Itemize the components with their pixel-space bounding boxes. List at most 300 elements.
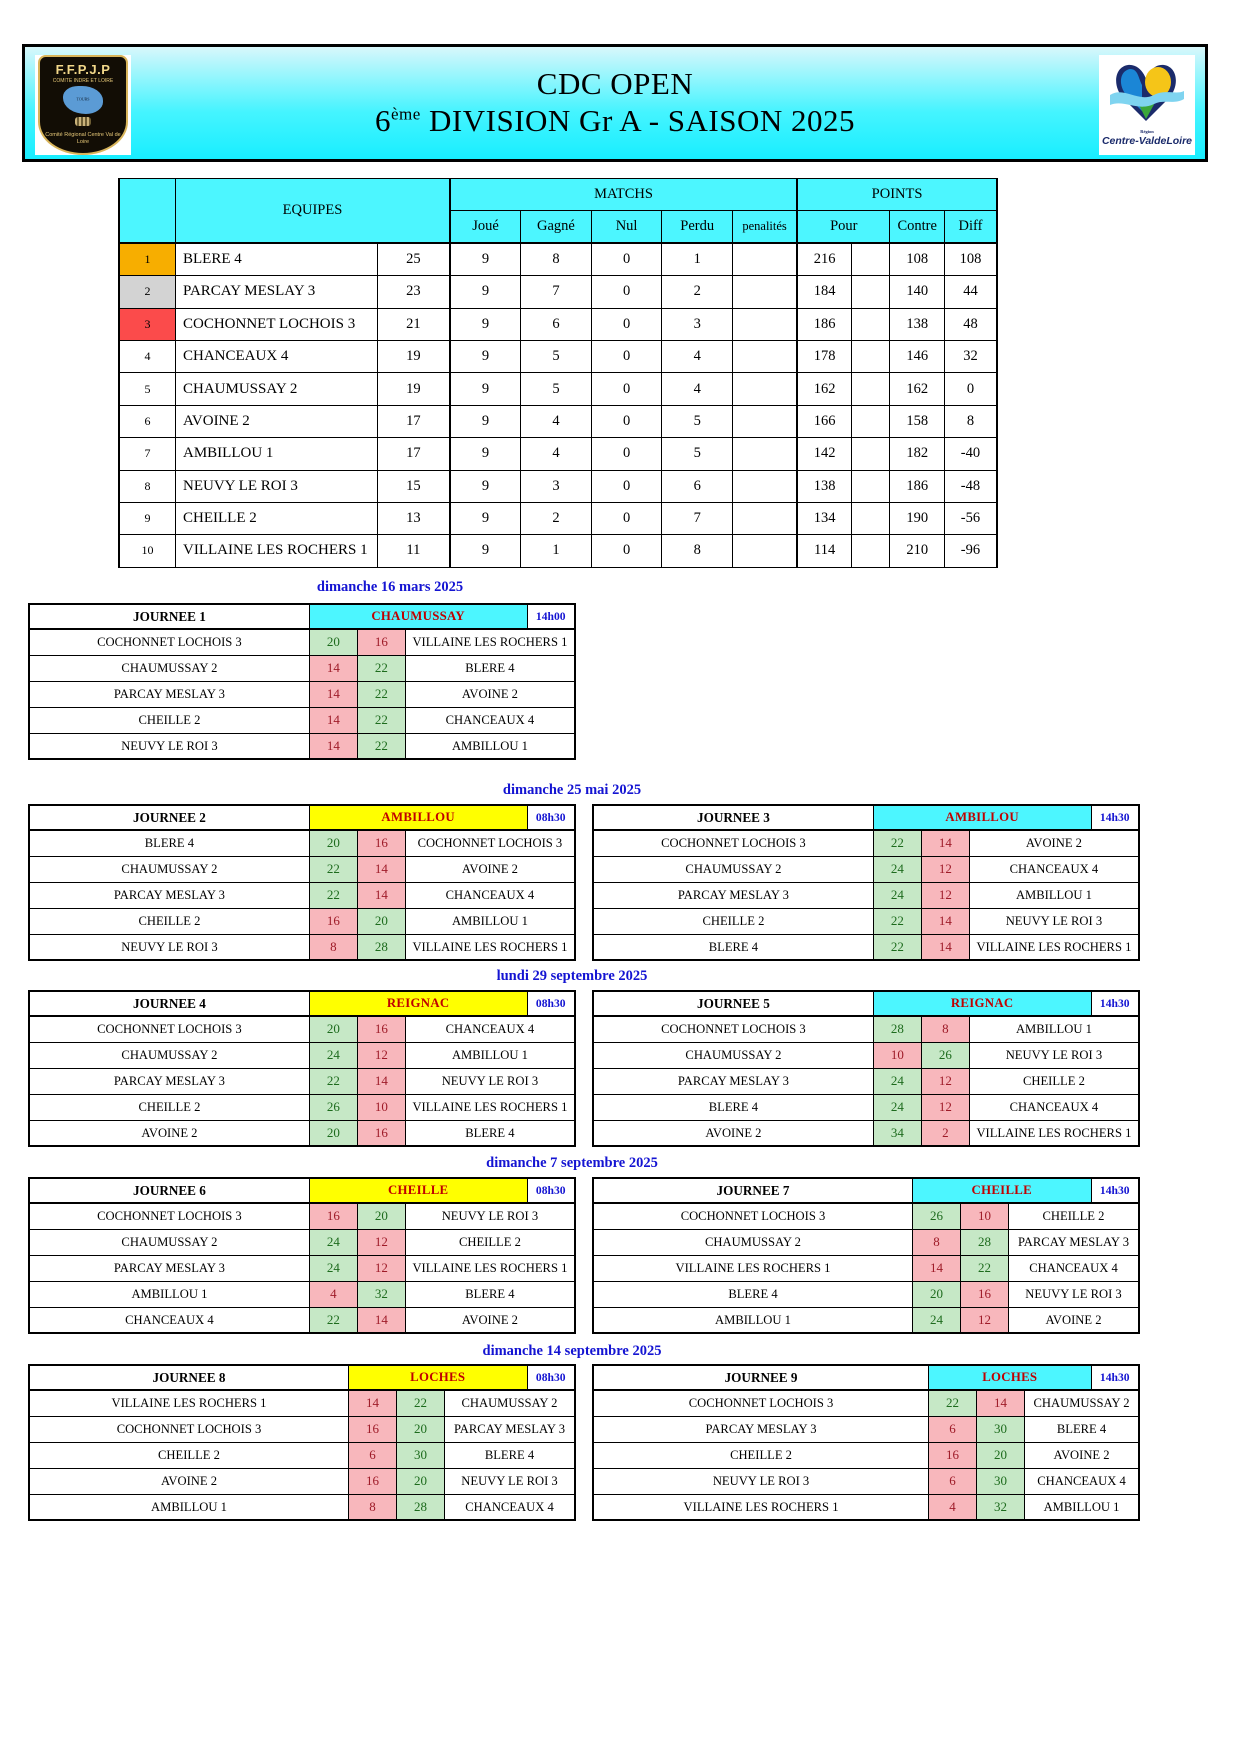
match-away-score: 16 [357, 1120, 405, 1146]
journee-table [592, 1364, 1140, 1521]
match-home-score: 6 [348, 1442, 396, 1468]
standings-group-header-row [119, 179, 997, 211]
match-home-score: 14 [309, 681, 357, 707]
match-home-team: BLERE 4 [29, 830, 309, 856]
title-line-2 [375, 103, 855, 140]
match-away-score: 12 [960, 1307, 1008, 1333]
match-away-score: 22 [357, 681, 405, 707]
match-away-score: 16 [960, 1281, 1008, 1307]
match-home-score: 24 [873, 1068, 921, 1094]
match-row [29, 629, 575, 655]
match-home-team: CHEILLE 2 [29, 1094, 309, 1120]
match-away-team: AVOINE 2 [405, 856, 575, 882]
match-home-score: 8 [309, 934, 357, 960]
standings-nul: 0 [591, 340, 662, 372]
standings-blank [852, 405, 890, 437]
match-away-team: AMBILLOU 1 [1025, 1494, 1139, 1520]
standings-penalites [733, 373, 798, 405]
match-home-score: 22 [929, 1390, 977, 1416]
match-row [593, 882, 1139, 908]
match-home-score: 28 [873, 1016, 921, 1042]
standings-rank: 1 [119, 243, 176, 275]
match-row [593, 1281, 1139, 1307]
cvl-logo-sup: Région [1140, 129, 1154, 134]
standings-penalites [733, 535, 798, 567]
match-home-team: CHAUMUSSAY 2 [29, 1042, 309, 1068]
match-away-score: 30 [977, 1416, 1025, 1442]
match-home-score: 20 [309, 1016, 357, 1042]
journee-venue: CHAUMUSSAY [309, 604, 527, 629]
standings-rank: 2 [119, 276, 176, 308]
standings-perdu: 4 [662, 340, 733, 372]
standings-penalites [733, 470, 798, 502]
table-row [119, 502, 997, 534]
standings-rank: 5 [119, 373, 176, 405]
standings-joue: 9 [450, 502, 521, 534]
match-away-score: 20 [977, 1442, 1025, 1468]
match-away-team: CHANCEAUX 4 [444, 1494, 575, 1520]
ffpjp-logo-sub3: Comité Régional Centre Val de Loire [45, 132, 121, 145]
standings-rank: 9 [119, 502, 176, 534]
match-away-score: 12 [921, 1068, 969, 1094]
match-away-team: CHANCEAUX 4 [1025, 1468, 1139, 1494]
match-away-score: 22 [357, 707, 405, 733]
match-away-score: 16 [357, 1016, 405, 1042]
journee-venue: REIGNAC [309, 991, 527, 1016]
standings-gagne: 4 [521, 405, 592, 437]
journee-table [28, 1364, 576, 1521]
match-away-team: NEUVY LE ROI 3 [405, 1203, 575, 1229]
match-away-team: AMBILLOU 1 [405, 1042, 575, 1068]
standings-perdu: 7 [662, 502, 733, 534]
match-away-team: AMBILLOU 1 [969, 882, 1139, 908]
match-away-team: CHAUMUSSAY 2 [444, 1390, 575, 1416]
match-row [29, 1068, 575, 1094]
standings-contre: 182 [890, 438, 944, 470]
match-away-team: VILLAINE LES ROCHERS 1 [969, 1120, 1139, 1146]
standings-contre: 190 [890, 502, 944, 534]
table-row [119, 373, 997, 405]
match-home-score: 20 [912, 1281, 960, 1307]
standings-diff: 108 [944, 243, 997, 275]
table-row [119, 470, 997, 502]
match-away-score: 16 [357, 830, 405, 856]
contre-header: Contre [890, 211, 944, 243]
match-home-team: CHEILLE 2 [29, 1442, 348, 1468]
cvl-logo-name: Centre-ValdeLoire [1101, 135, 1193, 147]
standings-diff: -48 [944, 470, 997, 502]
match-row [593, 1442, 1139, 1468]
match-away-score: 10 [960, 1203, 1008, 1229]
standings-joue: 9 [450, 438, 521, 470]
match-away-team: AMBILLOU 1 [405, 908, 575, 934]
standings-nul: 0 [591, 470, 662, 502]
match-home-score: 14 [309, 707, 357, 733]
match-home-team: AMBILLOU 1 [593, 1307, 912, 1333]
standings-gagne: 5 [521, 340, 592, 372]
match-home-team: CHEILLE 2 [29, 707, 309, 733]
standings-perdu: 3 [662, 308, 733, 340]
journee-venue: CHEILLE [912, 1178, 1091, 1203]
match-away-score: 14 [921, 934, 969, 960]
rank-header [119, 179, 176, 244]
journee-time: 08h30 [527, 1178, 575, 1203]
match-home-team: COCHONNET LOCHOIS 3 [29, 1203, 309, 1229]
page-title [25, 47, 1205, 159]
match-away-score: 14 [357, 1307, 405, 1333]
standings-diff: 32 [944, 340, 997, 372]
pour-header: Pour [797, 211, 890, 243]
match-row [29, 856, 575, 882]
match-home-team: AVOINE 2 [29, 1120, 309, 1146]
match-away-team: AVOINE 2 [1008, 1307, 1139, 1333]
standings-pour: 142 [797, 438, 851, 470]
standings-gagne: 8 [521, 243, 592, 275]
match-home-score: 34 [873, 1120, 921, 1146]
standings-nul: 0 [591, 438, 662, 470]
match-away-team: VILLAINE LES ROCHERS 1 [969, 934, 1139, 960]
date-label: dimanche 7 septembre 2025 [486, 1155, 658, 1171]
match-away-team: CHEILLE 2 [969, 1068, 1139, 1094]
match-home-team: CHAUMUSSAY 2 [29, 655, 309, 681]
match-away-score: 28 [357, 934, 405, 960]
match-away-team: VILLAINE LES ROCHERS 1 [405, 1094, 575, 1120]
match-away-team: CHANCEAUX 4 [1008, 1255, 1139, 1281]
match-home-score: 14 [912, 1255, 960, 1281]
match-row [593, 830, 1139, 856]
title-division-rest: DIVISION Gr A - SAISON 2025 [420, 103, 856, 138]
match-row [29, 1307, 575, 1333]
match-home-team: COCHONNET LOCHOIS 3 [29, 1016, 309, 1042]
journee-title: JOURNEE 4 [29, 991, 309, 1016]
standings-team: PARCAY MESLAY 3 [176, 276, 378, 308]
match-home-score: 20 [309, 830, 357, 856]
match-away-score: 22 [960, 1255, 1008, 1281]
standings-diff: 44 [944, 276, 997, 308]
journee-title: JOURNEE 9 [593, 1365, 929, 1390]
match-away-score: 22 [357, 733, 405, 759]
match-home-score: 22 [873, 830, 921, 856]
standings-points: 15 [377, 470, 450, 502]
match-home-score: 26 [912, 1203, 960, 1229]
match-row [593, 1255, 1139, 1281]
journee-table [28, 1177, 576, 1334]
standings-penalites [733, 438, 798, 470]
standings-team: CHAUMUSSAY 2 [176, 373, 378, 405]
match-away-team: AVOINE 2 [405, 1307, 575, 1333]
match-row [593, 1016, 1139, 1042]
standings-diff: 8 [944, 405, 997, 437]
match-home-team: VILLAINE LES ROCHERS 1 [593, 1255, 912, 1281]
standings-gagne: 4 [521, 438, 592, 470]
match-home-score: 22 [309, 1307, 357, 1333]
match-row [29, 934, 575, 960]
match-away-team: NEUVY LE ROI 3 [969, 908, 1139, 934]
match-home-score: 6 [929, 1468, 977, 1494]
standings-gagne: 2 [521, 502, 592, 534]
journee-title: JOURNEE 6 [29, 1178, 309, 1203]
match-home-team: COCHONNET LOCHOIS 3 [593, 830, 873, 856]
journee-venue: LOCHES [348, 1365, 527, 1390]
match-away-score: 14 [921, 830, 969, 856]
standings-joue: 9 [450, 276, 521, 308]
journee-header-row [29, 604, 575, 629]
match-row [593, 1416, 1139, 1442]
match-row [29, 1094, 575, 1120]
match-home-score: 24 [309, 1255, 357, 1281]
match-away-score: 12 [921, 882, 969, 908]
match-away-score: 12 [357, 1255, 405, 1281]
joue-header: Joué [450, 211, 521, 243]
standings-joue: 9 [450, 308, 521, 340]
standings-blank [852, 373, 890, 405]
match-home-team: CHEILLE 2 [593, 1442, 929, 1468]
match-away-team: AMBILLOU 1 [969, 1016, 1139, 1042]
match-home-team: AMBILLOU 1 [29, 1281, 309, 1307]
match-away-team: AMBILLOU 1 [405, 733, 575, 759]
journee-table [592, 804, 1140, 961]
match-home-score: 20 [309, 629, 357, 655]
match-away-score: 14 [977, 1390, 1025, 1416]
match-row [29, 1229, 575, 1255]
match-home-score: 10 [873, 1042, 921, 1068]
match-away-team: AVOINE 2 [969, 830, 1139, 856]
match-row [29, 830, 575, 856]
match-row [593, 1120, 1139, 1146]
standings-blank [852, 308, 890, 340]
journee-table [28, 990, 576, 1147]
standings-points: 17 [377, 438, 450, 470]
journee-table [28, 603, 576, 760]
standings-joue: 9 [450, 470, 521, 502]
match-home-team: BLERE 4 [593, 1281, 912, 1307]
match-row [593, 934, 1139, 960]
journee-time: 14h30 [1091, 1365, 1139, 1390]
match-home-score: 24 [873, 882, 921, 908]
match-row [593, 1203, 1139, 1229]
standings-team: NEUVY LE ROI 3 [176, 470, 378, 502]
journee-title: JOURNEE 7 [593, 1178, 912, 1203]
match-row [593, 1468, 1139, 1494]
standings-rank: 8 [119, 470, 176, 502]
match-home-score: 26 [309, 1094, 357, 1120]
match-home-team: COCHONNET LOCHOIS 3 [593, 1203, 912, 1229]
standings-gagne: 7 [521, 276, 592, 308]
match-home-team: COCHONNET LOCHOIS 3 [29, 629, 309, 655]
standings-points: 11 [377, 535, 450, 567]
journee-venue: CHEILLE [309, 1178, 527, 1203]
standings-points: 21 [377, 308, 450, 340]
match-away-score: 32 [357, 1281, 405, 1307]
standings-gagne: 5 [521, 373, 592, 405]
table-row [119, 340, 997, 372]
title-line-1: CDC OPEN [536, 66, 694, 102]
match-away-score: 12 [357, 1042, 405, 1068]
penalites-header: penalités [733, 211, 798, 243]
journee-header-row [29, 1178, 575, 1203]
standings-rank: 10 [119, 535, 176, 567]
match-away-score: 28 [960, 1229, 1008, 1255]
match-away-score: 8 [921, 1016, 969, 1042]
match-away-team: PARCAY MESLAY 3 [1008, 1229, 1139, 1255]
heart-logo-icon [1108, 55, 1186, 129]
journee-title: JOURNEE 2 [29, 805, 309, 830]
standings-contre: 162 [890, 373, 944, 405]
table-row [119, 308, 997, 340]
standings-nul: 0 [591, 502, 662, 534]
match-home-team: CHANCEAUX 4 [29, 1307, 309, 1333]
standings-team: AMBILLOU 1 [176, 438, 378, 470]
table-row [119, 405, 997, 437]
match-row [593, 1229, 1139, 1255]
match-away-team: NEUVY LE ROI 3 [405, 1068, 575, 1094]
match-away-score: 10 [357, 1094, 405, 1120]
match-away-score: 20 [396, 1468, 444, 1494]
match-row [29, 1390, 575, 1416]
standings-penalites [733, 276, 798, 308]
standings-contre: 158 [890, 405, 944, 437]
standings-points: 19 [377, 373, 450, 405]
match-away-score: 14 [357, 1068, 405, 1094]
match-away-score: 12 [921, 1094, 969, 1120]
standings-blank [852, 502, 890, 534]
match-home-team: PARCAY MESLAY 3 [593, 882, 873, 908]
match-home-score: 16 [348, 1416, 396, 1442]
match-row [29, 1494, 575, 1520]
title-division-number: 6 [374, 103, 391, 138]
journee-header-row [593, 1365, 1139, 1390]
match-away-team: BLERE 4 [405, 1281, 575, 1307]
match-home-score: 8 [348, 1494, 396, 1520]
match-home-team: PARCAY MESLAY 3 [29, 681, 309, 707]
standings-pour: 216 [797, 243, 851, 275]
match-row [29, 1442, 575, 1468]
match-away-team: CHANCEAUX 4 [405, 1016, 575, 1042]
standings-perdu: 6 [662, 470, 733, 502]
standings-penalites [733, 405, 798, 437]
standings-pour: 184 [797, 276, 851, 308]
standings-diff: 48 [944, 308, 997, 340]
journee-venue: LOCHES [929, 1365, 1091, 1390]
match-away-score: 22 [357, 655, 405, 681]
standings-gagne: 3 [521, 470, 592, 502]
match-home-score: 14 [309, 733, 357, 759]
ffpjp-logo-name: F.F.P.J.P [55, 62, 111, 77]
standings-nul: 0 [591, 535, 662, 567]
match-away-score: 30 [977, 1468, 1025, 1494]
match-away-score: 20 [357, 908, 405, 934]
standings-nul: 0 [591, 276, 662, 308]
date-label: dimanche 14 septembre 2025 [482, 1343, 662, 1359]
match-away-score: 12 [921, 856, 969, 882]
match-home-score: 24 [309, 1042, 357, 1068]
standings-rank: 3 [119, 308, 176, 340]
journee-title: JOURNEE 3 [593, 805, 873, 830]
match-away-score: 14 [357, 882, 405, 908]
journee-venue: AMBILLOU [309, 805, 527, 830]
match-home-team: CHAUMUSSAY 2 [593, 856, 873, 882]
match-row [29, 1468, 575, 1494]
standings-contre: 140 [890, 276, 944, 308]
match-away-score: 22 [396, 1390, 444, 1416]
standings-diff: -96 [944, 535, 997, 567]
table-row [119, 438, 997, 470]
page-header [22, 44, 1208, 162]
match-home-score: 24 [873, 1094, 921, 1120]
match-home-score: 22 [309, 1068, 357, 1094]
journee-time: 14h30 [1091, 991, 1139, 1016]
standings-diff: 0 [944, 373, 997, 405]
match-home-team: CHAUMUSSAY 2 [29, 1229, 309, 1255]
match-away-score: 12 [357, 1229, 405, 1255]
standings-contre: 108 [890, 243, 944, 275]
match-home-score: 22 [873, 908, 921, 934]
standings-blank [852, 535, 890, 567]
match-away-team: NEUVY LE ROI 3 [1008, 1281, 1139, 1307]
standings-contre: 186 [890, 470, 944, 502]
journee-table [592, 1177, 1140, 1334]
match-row [29, 1016, 575, 1042]
standings-nul: 0 [591, 243, 662, 275]
journee-header-row [29, 991, 575, 1016]
match-home-score: 20 [309, 1120, 357, 1146]
match-home-team: VILLAINE LES ROCHERS 1 [593, 1494, 929, 1520]
match-home-score: 22 [309, 856, 357, 882]
standings-perdu: 4 [662, 373, 733, 405]
table-row [119, 243, 997, 275]
match-away-team: CHAUMUSSAY 2 [1025, 1390, 1139, 1416]
match-row [593, 1307, 1139, 1333]
match-home-team: NEUVY LE ROI 3 [29, 934, 309, 960]
standings-penalites [733, 502, 798, 534]
standings-nul: 0 [591, 373, 662, 405]
standings-blank [852, 470, 890, 502]
standings-pour: 162 [797, 373, 851, 405]
match-away-team: BLERE 4 [405, 655, 575, 681]
journee-header-row [593, 1178, 1139, 1203]
match-away-score: 26 [921, 1042, 969, 1068]
match-away-score: 28 [396, 1494, 444, 1520]
match-away-score: 14 [357, 856, 405, 882]
match-away-score: 20 [357, 1203, 405, 1229]
standings-pour: 138 [797, 470, 851, 502]
journee-time: 08h30 [527, 1365, 575, 1390]
standings-team: CHANCEAUX 4 [176, 340, 378, 372]
journee-time: 14h30 [1091, 805, 1139, 830]
match-home-team: NEUVY LE ROI 3 [29, 733, 309, 759]
match-away-team: CHEILLE 2 [405, 1229, 575, 1255]
match-away-score: 20 [396, 1416, 444, 1442]
journee-title: JOURNEE 1 [29, 604, 309, 629]
match-away-team: CHEILLE 2 [1008, 1203, 1139, 1229]
standings-joue: 9 [450, 535, 521, 567]
match-away-team: AVOINE 2 [405, 681, 575, 707]
match-row [29, 1281, 575, 1307]
standings-pour: 166 [797, 405, 851, 437]
match-row [29, 1042, 575, 1068]
journee-title: JOURNEE 8 [29, 1365, 348, 1390]
journee-time: 14h00 [527, 604, 575, 629]
match-row [29, 707, 575, 733]
standings-joue: 9 [450, 405, 521, 437]
standings-points: 17 [377, 405, 450, 437]
standings-gagne: 1 [521, 535, 592, 567]
match-away-team: CHANCEAUX 4 [969, 856, 1139, 882]
standings-contre: 210 [890, 535, 944, 567]
match-away-team: PARCAY MESLAY 3 [444, 1416, 575, 1442]
match-home-team: CHEILLE 2 [29, 908, 309, 934]
match-home-team: PARCAY MESLAY 3 [593, 1416, 929, 1442]
